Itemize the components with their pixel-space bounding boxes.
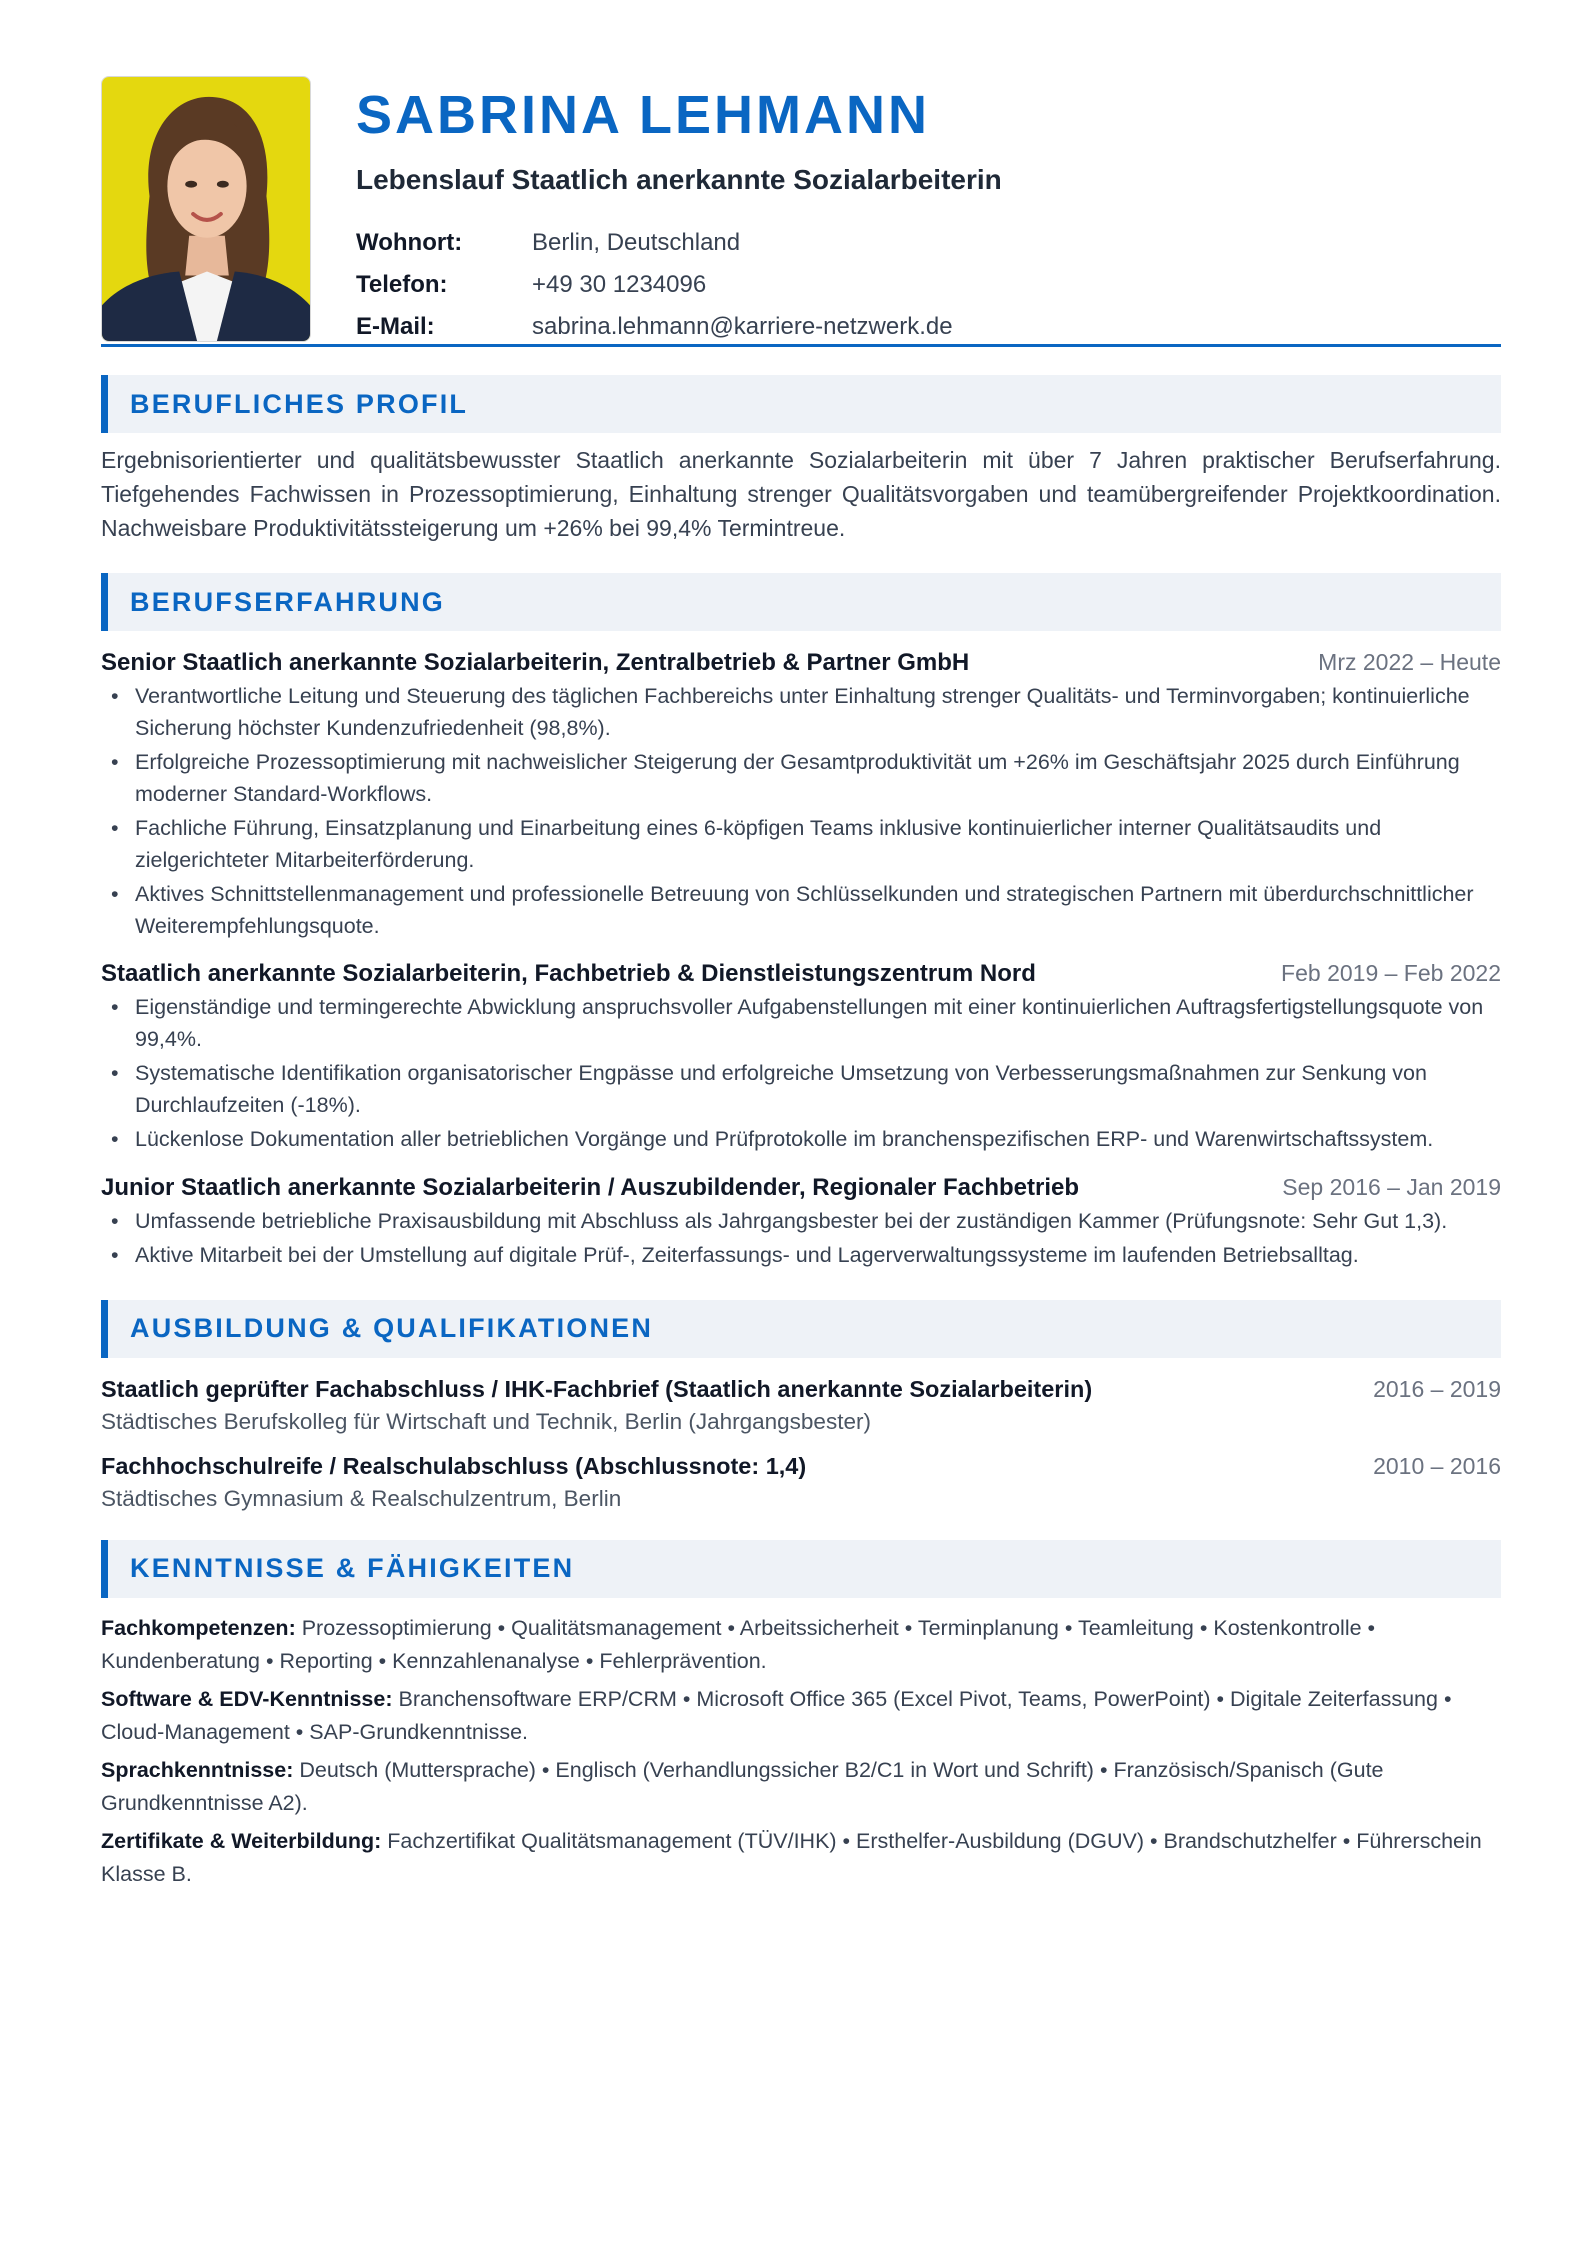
job-header (101, 960, 1501, 988)
education-title: Staatlich geprüfter Fachabschluss / IHK-Fachbrief (Staatlich anerkannte Sozialarbeiterin) (101, 1375, 1093, 1402)
skill-line (101, 1825, 1501, 1891)
contact-row-phone (356, 264, 1002, 306)
section-header (101, 1300, 1501, 1358)
education-institution: Städtisches Gymnasium & Realschulzentrum, Berlin (101, 1485, 622, 1511)
job-date: Feb 2019 – Feb 2022 (1281, 960, 1501, 986)
section-title: AUSBILDUNG & QUALIFIKATIONEN (130, 1313, 654, 1343)
header-info (356, 76, 1002, 348)
section-education (101, 1300, 1501, 1512)
education-header (101, 1453, 1501, 1480)
skill-label: Sprachkenntnisse: (101, 1757, 294, 1782)
job-bullet: • Lückenlose Dokumentation aller betrieblichen Vorgänge und Prüfprotokolle im branchenspezifischen ERP- und Warenwirtschaftssystem. (101, 1124, 1501, 1156)
section-skills (101, 1540, 1501, 1891)
skill-text: Deutsch (Muttersprache) • Englisch (Verhandlungssicher B2/C1 in Wort und Schrift) • Französisch/Spanisch (Gute Grundkenntnisse A2). (101, 1757, 1384, 1815)
job-entry (101, 649, 1501, 942)
section-title: KENNTNISSE & FÄHIGKEITEN (130, 1553, 575, 1583)
job-title: Junior Staatlich anerkannte Sozialarbeiterin / Auszubildender, Regionaler Fachbetrieb (101, 1173, 1080, 1201)
job-bullet: • Eigenständige und termingerechte Abwicklung anspruchsvoller Aufgabenstellungen mit einer kontinuierlichen Auftragsfertigstellungsquote von 99,4%. (101, 992, 1501, 1055)
skill-text: Prozessoptimierung • Qualitätsmanagement • Arbeitssicherheit • Terminplanung • Teamleitung • Kostenkontrolle • Kundenberatung • Reporting • Kennzahlenanalyse • Fehlerprävention. (101, 1615, 1376, 1673)
contact-label: Telefon: (356, 271, 448, 298)
skill-line (101, 1683, 1501, 1749)
section-header (101, 1540, 1501, 1598)
section-header (101, 375, 1501, 433)
resume-header (101, 76, 1501, 344)
section-experience (101, 573, 1501, 1272)
skill-line (101, 1612, 1501, 1678)
education-date: 2010 – 2016 (1373, 1452, 1501, 1479)
job-bullets (101, 992, 1501, 1156)
job-date: Sep 2016 – Jan 2019 (1282, 1173, 1501, 1200)
job-bullet: • Umfassende betriebliche Praxisausbildung mit Abschluss als Jahrgangsbester bei der zuständigen Kammer (Prüfungsnote: Sehr Gut 1,3). (101, 1206, 1501, 1238)
job-bullet: • Aktive Mitarbeit bei der Umstellung auf digitale Prüf-, Zeiterfassungs- und Lagerverwaltungssysteme im laufenden Betriebsalltag. (101, 1240, 1501, 1272)
job-bullet: • Fachliche Führung, Einsatzplanung und Einarbeitung eines 6-köpfigen Teams inklusive kontinuierlicher interner Qualitätsaudits und zielgerichteter Mitarbeiterförderung. (101, 813, 1501, 876)
section-title: BERUFSERFAHRUNG (130, 586, 446, 617)
profile-text: Ergebnisorientierter und qualitätsbewusster Staatlich anerkannte Sozialarbeiterin mit über 7 Jahren praktischer Berufserfahrung. Tiefgehendes Fachwissen in Prozessoptimierung, Einhaltung strenger Qualitätsvorgaben und teamübergreifender Projektkoordination. Nachweisbare Produktivitätssteigerung um +26% bei 99,4% Termintreue. (101, 447, 1501, 541)
job-bullet: • Aktives Schnittstellenmanagement und professionelle Betreuung von Schlüsselkunden und strategischen Partnern mit überdurchschnittlicher Weiterempfehlungsquote. (101, 879, 1501, 942)
skill-label: Fachkompetenzen: (101, 1615, 296, 1640)
candidate-name: SABRINA LEHMANN (356, 85, 930, 145)
job-bullets (101, 681, 1501, 942)
job-bullet: • Verantwortliche Leitung und Steuerung des täglichen Fachbereichs unter Einhaltung strenger Qualitäts- und Terminvorgaben; kontinuierliche Sicherung höchster Kundenzufriedenheit (98,8%). (101, 681, 1501, 744)
document-subtitle: Lebenslauf Staatlich anerkannte Sozialarbeiterin (356, 164, 1002, 195)
job-title: Staatlich anerkannte Sozialarbeiterin, Fachbetrieb & Dienstleistungszentrum Nord (101, 960, 1036, 987)
education-title: Fachhochschulreife / Realschulabschluss (Abschlussnote: 1,4) (101, 1452, 807, 1479)
contact-value: Berlin, Deutschland (532, 229, 741, 256)
skill-line (101, 1754, 1501, 1820)
education-header (101, 1376, 1501, 1403)
skills-list (101, 1612, 1501, 1891)
contact-value: +49 30 1234096 (532, 271, 707, 298)
job-bullet: • Systematische Identifikation organisatorischer Engpässe und erfolgreiche Umsetzung von Verbesserungsmaßnahmen zur Senkung von Durchlaufzeiten (-18%). (101, 1058, 1501, 1121)
job-entry (101, 960, 1501, 1156)
education-date: 2016 – 2019 (1373, 1375, 1501, 1402)
education-entry (101, 1376, 1501, 1435)
job-title: Senior Staatlich anerkannte Sozialarbeiterin, Zentralbetrieb & Partner GmbH (101, 649, 970, 676)
education-entry (101, 1453, 1501, 1512)
profile-photo (101, 76, 311, 342)
contact-row-residence (356, 222, 1002, 264)
job-date: Mrz 2022 – Heute (1318, 649, 1501, 675)
contact-list (356, 222, 1002, 348)
section-profile (101, 375, 1501, 545)
contact-row-email (356, 306, 1002, 348)
job-entry (101, 1174, 1501, 1272)
job-header (101, 1174, 1501, 1202)
skill-label: Zertifikate & Weiterbildung: (101, 1828, 382, 1853)
section-header (101, 573, 1501, 631)
education-institution: Städtisches Berufskolleg für Wirtschaft und Technik, Berlin (Jahrgangsbester) (101, 1408, 871, 1434)
contact-label: Wohnort: (356, 229, 463, 256)
job-header (101, 649, 1501, 677)
skill-text: Fachzertifikat Qualitätsmanagement (TÜV/IHK) • Ersthelfer-Ausbildung (DGUV) • Brandschutzhelfer • Führerschein Klasse B. (101, 1828, 1482, 1886)
section-title: BERUFLICHES PROFIL (130, 388, 469, 419)
contact-label: E-Mail: (356, 313, 435, 340)
job-bullet: • Erfolgreiche Prozessoptimierung mit nachweislicher Steigerung der Gesamtproduktivität um +26% im Geschäftsjahr 2025 durch Einführung moderner Standard-Workflows. (101, 747, 1501, 810)
job-bullets (101, 1206, 1501, 1272)
skill-text: Branchensoftware ERP/CRM • Microsoft Office 365 (Excel Pivot, Teams, PowerPoint) • Digitale Zeiterfassung • Cloud-Management • SAP-Grundkenntnisse. (101, 1686, 1452, 1744)
skill-label: Software & EDV-Kenntnisse: (101, 1686, 393, 1711)
contact-value: sabrina.lehmann@karriere-netzwerk.de (532, 313, 953, 340)
